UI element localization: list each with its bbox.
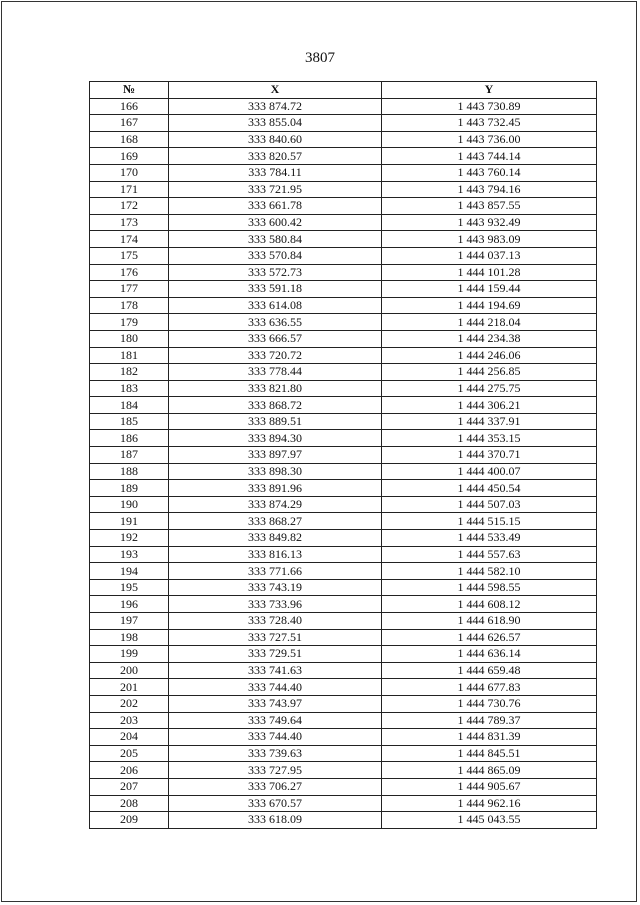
point-number-cell: 166 bbox=[90, 98, 169, 115]
x-coordinate-cell: 333 855.04 bbox=[169, 115, 382, 132]
table-row bbox=[90, 695, 597, 712]
x-coordinate-cell: 333 636.55 bbox=[169, 314, 382, 331]
table-row bbox=[90, 115, 597, 132]
point-number-cell: 169 bbox=[90, 148, 169, 165]
x-coordinate-cell: 333 849.82 bbox=[169, 530, 382, 547]
point-number-cell: 187 bbox=[90, 447, 169, 464]
table-row bbox=[90, 513, 597, 530]
table-row bbox=[90, 98, 597, 115]
point-number-cell: 200 bbox=[90, 662, 169, 679]
point-number-cell: 177 bbox=[90, 281, 169, 298]
x-coordinate-cell: 333 821.80 bbox=[169, 380, 382, 397]
table-row bbox=[90, 579, 597, 596]
x-coordinate-cell: 333 614.08 bbox=[169, 297, 382, 314]
y-coordinate-cell: 1 443 857.55 bbox=[382, 198, 597, 215]
y-coordinate-cell: 1 444 582.10 bbox=[382, 563, 597, 580]
point-number-cell: 172 bbox=[90, 198, 169, 215]
table-row bbox=[90, 247, 597, 264]
page-number: 3807 bbox=[305, 50, 335, 66]
y-coordinate-cell: 1 444 865.09 bbox=[382, 762, 597, 779]
table-row bbox=[90, 480, 597, 497]
point-number-cell: 179 bbox=[90, 314, 169, 331]
header-number: № bbox=[90, 82, 169, 99]
table-row bbox=[90, 646, 597, 663]
y-coordinate-cell: 1 444 659.48 bbox=[382, 662, 597, 679]
y-coordinate-cell: 1 444 636.14 bbox=[382, 646, 597, 663]
table-row bbox=[90, 496, 597, 513]
table-row bbox=[90, 430, 597, 447]
y-coordinate-cell: 1 444 275.75 bbox=[382, 380, 597, 397]
point-number-cell: 170 bbox=[90, 164, 169, 181]
x-coordinate-cell: 333 874.29 bbox=[169, 496, 382, 513]
point-number-cell: 178 bbox=[90, 297, 169, 314]
y-coordinate-cell: 1 443 983.09 bbox=[382, 231, 597, 248]
y-coordinate-cell: 1 443 730.89 bbox=[382, 98, 597, 115]
point-number-cell: 180 bbox=[90, 330, 169, 347]
y-coordinate-cell: 1 444 246.06 bbox=[382, 347, 597, 364]
x-coordinate-cell: 333 739.63 bbox=[169, 745, 382, 762]
table-row bbox=[90, 795, 597, 812]
table-row bbox=[90, 364, 597, 381]
table-row bbox=[90, 297, 597, 314]
y-coordinate-cell: 1 443 760.14 bbox=[382, 164, 597, 181]
header-row bbox=[90, 82, 597, 99]
y-coordinate-cell: 1 444 533.49 bbox=[382, 530, 597, 547]
x-coordinate-cell: 333 891.96 bbox=[169, 480, 382, 497]
table-row bbox=[90, 629, 597, 646]
point-number-cell: 181 bbox=[90, 347, 169, 364]
point-number-cell: 185 bbox=[90, 413, 169, 430]
point-number-cell: 202 bbox=[90, 695, 169, 712]
point-number-cell: 182 bbox=[90, 364, 169, 381]
point-number-cell: 190 bbox=[90, 496, 169, 513]
header-y: Y bbox=[382, 82, 597, 99]
table-row bbox=[90, 812, 597, 829]
table-row bbox=[90, 131, 597, 148]
x-coordinate-cell: 333 733.96 bbox=[169, 596, 382, 613]
table-row bbox=[90, 413, 597, 430]
y-coordinate-cell: 1 444 159.44 bbox=[382, 281, 597, 298]
x-coordinate-cell: 333 729.51 bbox=[169, 646, 382, 663]
x-coordinate-cell: 333 894.30 bbox=[169, 430, 382, 447]
point-number-cell: 167 bbox=[90, 115, 169, 132]
y-coordinate-cell: 1 444 789.37 bbox=[382, 712, 597, 729]
point-number-cell: 205 bbox=[90, 745, 169, 762]
table-row bbox=[90, 712, 597, 729]
point-number-cell: 209 bbox=[90, 812, 169, 829]
y-coordinate-cell: 1 444 507.03 bbox=[382, 496, 597, 513]
y-coordinate-cell: 1 443 744.14 bbox=[382, 148, 597, 165]
y-coordinate-cell: 1 444 353.15 bbox=[382, 430, 597, 447]
y-coordinate-cell: 1 444 962.16 bbox=[382, 795, 597, 812]
x-coordinate-cell: 333 720.72 bbox=[169, 347, 382, 364]
x-coordinate-cell: 333 618.09 bbox=[169, 812, 382, 829]
x-coordinate-cell: 333 868.72 bbox=[169, 397, 382, 414]
y-coordinate-cell: 1 444 626.57 bbox=[382, 629, 597, 646]
table-row bbox=[90, 613, 597, 630]
x-coordinate-cell: 333 666.57 bbox=[169, 330, 382, 347]
x-coordinate-cell: 333 741.63 bbox=[169, 662, 382, 679]
y-coordinate-cell: 1 444 306.21 bbox=[382, 397, 597, 414]
point-number-cell: 171 bbox=[90, 181, 169, 198]
table-row bbox=[90, 530, 597, 547]
point-number-cell: 191 bbox=[90, 513, 169, 530]
x-coordinate-cell: 333 778.44 bbox=[169, 364, 382, 381]
x-coordinate-cell: 333 727.51 bbox=[169, 629, 382, 646]
y-coordinate-cell: 1 444 450.54 bbox=[382, 480, 597, 497]
y-coordinate-cell: 1 445 043.55 bbox=[382, 812, 597, 829]
y-coordinate-cell: 1 444 905.67 bbox=[382, 778, 597, 795]
table-body bbox=[90, 98, 597, 828]
point-number-cell: 207 bbox=[90, 778, 169, 795]
y-coordinate-cell: 1 444 677.83 bbox=[382, 679, 597, 696]
y-coordinate-cell: 1 443 732.45 bbox=[382, 115, 597, 132]
x-coordinate-cell: 333 749.64 bbox=[169, 712, 382, 729]
table-row bbox=[90, 148, 597, 165]
x-coordinate-cell: 333 600.42 bbox=[169, 214, 382, 231]
y-coordinate-cell: 1 444 194.69 bbox=[382, 297, 597, 314]
y-coordinate-cell: 1 444 037.13 bbox=[382, 247, 597, 264]
table-row bbox=[90, 314, 597, 331]
y-coordinate-cell: 1 444 256.85 bbox=[382, 364, 597, 381]
y-coordinate-cell: 1 444 515.15 bbox=[382, 513, 597, 530]
x-coordinate-cell: 333 816.13 bbox=[169, 546, 382, 563]
table-row bbox=[90, 729, 597, 746]
table-row bbox=[90, 596, 597, 613]
point-number-cell: 168 bbox=[90, 131, 169, 148]
point-number-cell: 197 bbox=[90, 613, 169, 630]
x-coordinate-cell: 333 661.78 bbox=[169, 198, 382, 215]
point-number-cell: 204 bbox=[90, 729, 169, 746]
point-number-cell: 176 bbox=[90, 264, 169, 281]
point-number-cell: 174 bbox=[90, 231, 169, 248]
x-coordinate-cell: 333 889.51 bbox=[169, 413, 382, 430]
table-row bbox=[90, 778, 597, 795]
x-coordinate-cell: 333 897.97 bbox=[169, 447, 382, 464]
x-coordinate-cell: 333 591.18 bbox=[169, 281, 382, 298]
y-coordinate-cell: 1 444 608.12 bbox=[382, 596, 597, 613]
x-coordinate-cell: 333 580.84 bbox=[169, 231, 382, 248]
y-coordinate-cell: 1 444 618.90 bbox=[382, 613, 597, 630]
point-number-cell: 186 bbox=[90, 430, 169, 447]
y-coordinate-cell: 1 444 370.71 bbox=[382, 447, 597, 464]
x-coordinate-cell: 333 874.72 bbox=[169, 98, 382, 115]
point-number-cell: 198 bbox=[90, 629, 169, 646]
table-row bbox=[90, 745, 597, 762]
point-number-cell: 188 bbox=[90, 463, 169, 480]
x-coordinate-cell: 333 744.40 bbox=[169, 729, 382, 746]
point-number-cell: 183 bbox=[90, 380, 169, 397]
point-number-cell: 196 bbox=[90, 596, 169, 613]
point-number-cell: 189 bbox=[90, 480, 169, 497]
table-row bbox=[90, 679, 597, 696]
table-row bbox=[90, 563, 597, 580]
y-coordinate-cell: 1 444 337.91 bbox=[382, 413, 597, 430]
table-row bbox=[90, 164, 597, 181]
table-row bbox=[90, 231, 597, 248]
x-coordinate-cell: 333 868.27 bbox=[169, 513, 382, 530]
x-coordinate-cell: 333 670.57 bbox=[169, 795, 382, 812]
x-coordinate-cell: 333 743.97 bbox=[169, 695, 382, 712]
coordinates-table bbox=[89, 81, 597, 829]
x-coordinate-cell: 333 898.30 bbox=[169, 463, 382, 480]
y-coordinate-cell: 1 444 845.51 bbox=[382, 745, 597, 762]
table-row bbox=[90, 281, 597, 298]
point-number-cell: 206 bbox=[90, 762, 169, 779]
point-number-cell: 195 bbox=[90, 579, 169, 596]
x-coordinate-cell: 333 728.40 bbox=[169, 613, 382, 630]
table-row bbox=[90, 762, 597, 779]
table-row bbox=[90, 181, 597, 198]
y-coordinate-cell: 1 444 557.63 bbox=[382, 546, 597, 563]
y-coordinate-cell: 1 443 794.16 bbox=[382, 181, 597, 198]
y-coordinate-cell: 1 444 234.38 bbox=[382, 330, 597, 347]
y-coordinate-cell: 1 444 218.04 bbox=[382, 314, 597, 331]
point-number-cell: 173 bbox=[90, 214, 169, 231]
x-coordinate-cell: 333 744.40 bbox=[169, 679, 382, 696]
header-x: X bbox=[169, 82, 382, 99]
y-coordinate-cell: 1 443 932.49 bbox=[382, 214, 597, 231]
table-row bbox=[90, 463, 597, 480]
y-coordinate-cell: 1 443 736.00 bbox=[382, 131, 597, 148]
table-row bbox=[90, 380, 597, 397]
x-coordinate-cell: 333 721.95 bbox=[169, 181, 382, 198]
x-coordinate-cell: 333 727.95 bbox=[169, 762, 382, 779]
x-coordinate-cell: 333 706.27 bbox=[169, 778, 382, 795]
table-row bbox=[90, 546, 597, 563]
x-coordinate-cell: 333 771.66 bbox=[169, 563, 382, 580]
point-number-cell: 192 bbox=[90, 530, 169, 547]
point-number-cell: 175 bbox=[90, 247, 169, 264]
point-number-cell: 193 bbox=[90, 546, 169, 563]
point-number-cell: 194 bbox=[90, 563, 169, 580]
x-coordinate-cell: 333 570.84 bbox=[169, 247, 382, 264]
y-coordinate-cell: 1 444 400.07 bbox=[382, 463, 597, 480]
table-row bbox=[90, 447, 597, 464]
point-number-cell: 199 bbox=[90, 646, 169, 663]
table-row bbox=[90, 264, 597, 281]
table-row bbox=[90, 198, 597, 215]
point-number-cell: 208 bbox=[90, 795, 169, 812]
table-row bbox=[90, 330, 597, 347]
y-coordinate-cell: 1 444 831.39 bbox=[382, 729, 597, 746]
x-coordinate-cell: 333 840.60 bbox=[169, 131, 382, 148]
y-coordinate-cell: 1 444 598.55 bbox=[382, 579, 597, 596]
table-row bbox=[90, 214, 597, 231]
point-number-cell: 203 bbox=[90, 712, 169, 729]
point-number-cell: 184 bbox=[90, 397, 169, 414]
x-coordinate-cell: 333 743.19 bbox=[169, 579, 382, 596]
x-coordinate-cell: 333 784.11 bbox=[169, 164, 382, 181]
table-row bbox=[90, 662, 597, 679]
x-coordinate-cell: 333 572.73 bbox=[169, 264, 382, 281]
y-coordinate-cell: 1 444 730.76 bbox=[382, 695, 597, 712]
x-coordinate-cell: 333 820.57 bbox=[169, 148, 382, 165]
table-header bbox=[90, 82, 597, 99]
point-number-cell: 201 bbox=[90, 679, 169, 696]
table-row bbox=[90, 347, 597, 364]
table-row bbox=[90, 397, 597, 414]
y-coordinate-cell: 1 444 101.28 bbox=[382, 264, 597, 281]
